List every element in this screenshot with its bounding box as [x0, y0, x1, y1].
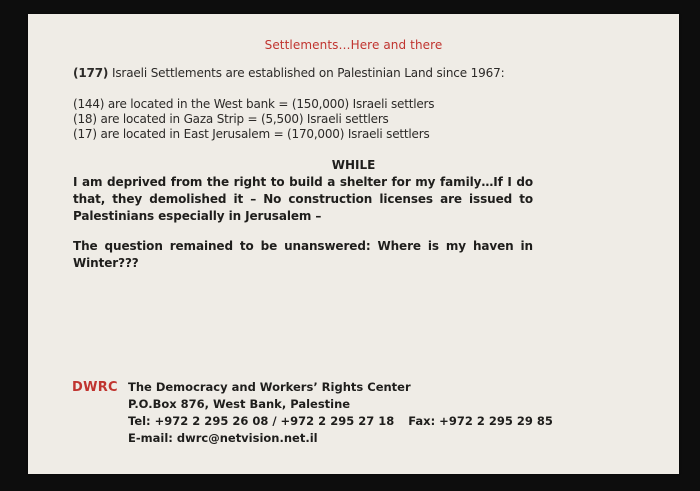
- stat-gaza-strip: (18) are located in Gaza Strip = (5,500) Israeli settlers: [73, 112, 389, 126]
- settlement-stats: [73, 97, 434, 142]
- intro-line: [73, 66, 504, 80]
- stat-east-jerusalem: (17) are located in East Jerusalem = (170,000) Israeli settlers: [73, 127, 430, 141]
- intro-text: Israeli Settlements are established on Palestinian Land since 1967:: [108, 66, 505, 80]
- intro-count: (177): [73, 66, 109, 80]
- telephone: Tel: +972 2 295 26 08 / +972 2 295 27 18: [128, 414, 395, 428]
- phone-fax-row: [128, 413, 553, 430]
- card-title: Settlements…Here and there: [264, 38, 443, 52]
- contact-block: [128, 379, 553, 447]
- postcard: [28, 14, 679, 474]
- stat-west-bank: (144) are located in the West bank = (150,000) Israeli settlers: [73, 97, 435, 111]
- org-name: The Democracy and Workers’ Rights Center: [128, 380, 411, 394]
- while-heading: WHILE: [331, 158, 376, 172]
- address: P.O.Box 876, West Bank, Palestine: [128, 397, 351, 411]
- question-paragraph: The question remained to be unanswered: Where is my haven in Winter???: [73, 239, 533, 270]
- dwrc-logo-text: DWRC: [72, 380, 118, 395]
- fax: Fax: +972 2 295 29 85: [408, 414, 553, 428]
- email: E-mail: dwrc@netvision.net.il: [128, 431, 318, 445]
- statement-paragraph: I am deprived from the right to build a shelter for my family…If I do that, they demolished it – No construction licenses are issued to Palestinians especially in Jerusalem –: [73, 175, 533, 223]
